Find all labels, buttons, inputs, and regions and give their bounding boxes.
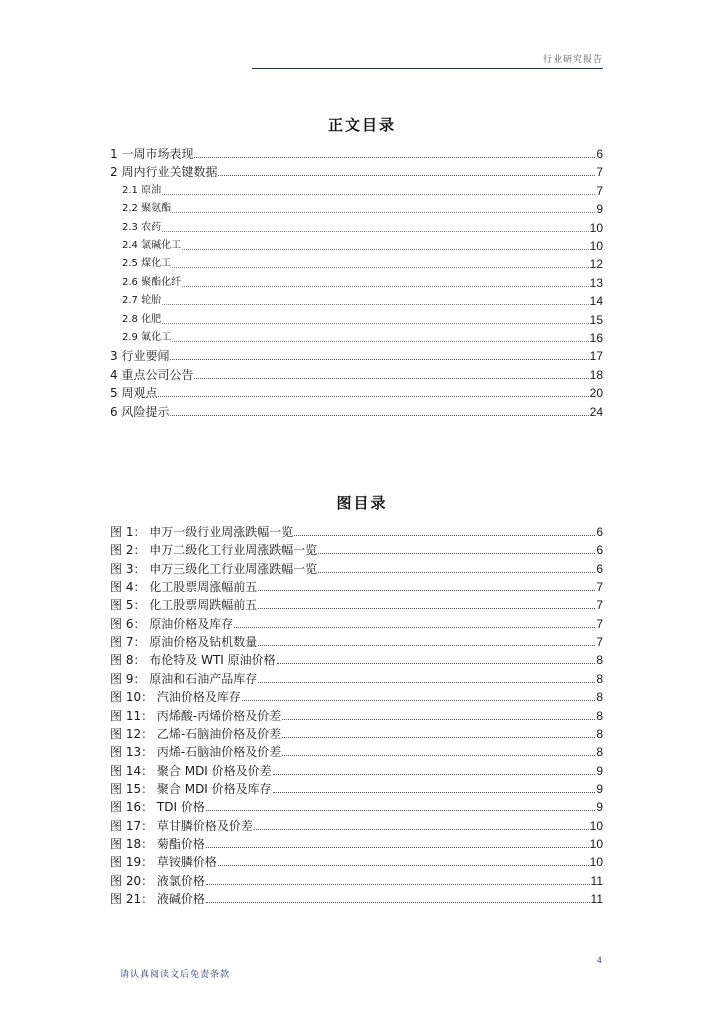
entry-label: 3 行业要闻 xyxy=(110,349,170,364)
toc-entry[interactable] xyxy=(110,161,603,179)
toc-entry[interactable] xyxy=(110,364,603,382)
entry-label: 2.2 聚氨酯 xyxy=(122,203,172,215)
entry-page-number: 6 xyxy=(596,525,603,539)
entry-label: 图 12： 乙烯-石脑油价格及价差 xyxy=(110,726,282,741)
entry-page-number: 8 xyxy=(596,671,603,686)
toc-entry[interactable] xyxy=(110,631,603,649)
dot-leader xyxy=(206,884,590,885)
entry-page-number: 16 xyxy=(589,331,603,345)
entry-label: 6 风险提示 xyxy=(110,404,170,419)
entry-page-number: 11 xyxy=(590,873,603,888)
toc-entry[interactable] xyxy=(122,235,603,253)
dot-leader xyxy=(182,286,589,287)
toc-entry[interactable] xyxy=(110,613,603,631)
entry-page-number: 24 xyxy=(589,404,603,419)
toc-entry[interactable] xyxy=(110,833,603,851)
entry-label: 2.8 化肥 xyxy=(122,313,162,325)
entry-label: 2.1 原油 xyxy=(122,184,162,196)
dot-leader xyxy=(277,663,596,664)
entry-label: 2.7 轮胎 xyxy=(122,295,162,307)
entry-label: 图 15： 聚合 MDI 价格及库存 xyxy=(110,781,272,796)
entry-label: 图 4： 化工股票周涨幅前五 xyxy=(110,580,258,595)
entry-page-number: 9 xyxy=(596,781,603,796)
dot-leader xyxy=(162,231,589,232)
dot-leader xyxy=(273,774,596,775)
dot-leader xyxy=(318,572,595,573)
toc-entry[interactable] xyxy=(110,870,603,888)
entry-label: 图 3： 申万三级化工行业周涨跌幅一览 xyxy=(110,561,318,576)
toc-entry[interactable] xyxy=(110,705,603,723)
entry-page-number: 11 xyxy=(590,892,603,906)
entry-page-number: 7 xyxy=(596,165,603,180)
toc-entry[interactable] xyxy=(110,576,603,594)
entry-page-number: 10 xyxy=(589,836,603,851)
entry-page-number: 6 xyxy=(596,543,603,558)
entry-page-number: 20 xyxy=(589,386,603,401)
dot-leader xyxy=(158,396,588,397)
entry-label: 图 13： 丙烯-石脑油价格及价差 xyxy=(110,745,282,760)
figures-list xyxy=(110,521,603,921)
dot-leader xyxy=(194,378,588,379)
entry-label: 图 2： 申万二级化工行业周涨跌幅一览 xyxy=(110,543,318,558)
toc-entry[interactable] xyxy=(110,723,603,741)
toc-entry[interactable] xyxy=(122,327,603,345)
footer-disclaimer: 请认真阅读文后免责条款 xyxy=(120,970,231,980)
entry-label: 2.4 氯碱化工 xyxy=(122,240,182,251)
dot-leader xyxy=(194,157,595,158)
toc-entry[interactable] xyxy=(110,143,603,161)
toc-entry[interactable] xyxy=(110,594,603,612)
dot-leader xyxy=(162,323,589,324)
entry-page-number: 18 xyxy=(589,367,603,382)
entry-page-number: 9 xyxy=(596,763,603,778)
entry-page-number: 9 xyxy=(596,800,603,815)
dot-leader xyxy=(182,249,589,250)
dot-leader xyxy=(282,719,595,720)
toc-entry[interactable] xyxy=(110,815,603,833)
dot-leader xyxy=(170,415,588,416)
toc-entry[interactable] xyxy=(110,401,603,419)
entry-label: 图 8： 布伦特及 WTI 原油价格 xyxy=(110,653,276,668)
entry-label: 图 5： 化工股票周跌幅前五 xyxy=(110,598,258,613)
dot-leader xyxy=(172,212,595,213)
entry-page-number: 6 xyxy=(596,147,603,161)
toc-entry[interactable] xyxy=(110,539,603,557)
toc-entry[interactable] xyxy=(110,686,603,704)
toc-title: 正文目录 xyxy=(327,116,396,134)
entry-label: 2.5 煤化工 xyxy=(122,258,172,270)
entry-label: 2.6 聚酯化纤 xyxy=(122,276,182,288)
toc-entry[interactable] xyxy=(110,741,603,759)
entry-page-number: 10 xyxy=(589,239,603,253)
toc-entry[interactable] xyxy=(110,558,603,576)
toc-entry[interactable] xyxy=(110,760,603,778)
toc-entry[interactable] xyxy=(122,180,603,198)
dot-leader xyxy=(273,792,596,793)
dot-leader xyxy=(258,645,595,646)
toc-list xyxy=(110,143,603,433)
entry-label: 图 21： 液碱价格 xyxy=(110,892,205,906)
dot-leader xyxy=(218,175,595,176)
entry-label: 图 7： 原油价格及钻机数量 xyxy=(110,635,258,650)
footer-page-number: 4 xyxy=(597,955,602,965)
toc-entry[interactable] xyxy=(110,521,603,539)
entry-page-number: 15 xyxy=(589,312,603,327)
entry-label: 2.3 农药 xyxy=(122,221,162,233)
entry-label: 图 11： 丙烯酸-丙烯价格及价差 xyxy=(110,708,282,723)
dot-leader xyxy=(206,847,589,848)
toc-entry[interactable] xyxy=(122,309,603,327)
entry-page-number: 14 xyxy=(589,294,603,309)
dot-leader xyxy=(242,700,595,701)
entry-label: 图 6： 原油价格及库存 xyxy=(110,616,234,631)
entry-page-number: 7 xyxy=(596,183,603,198)
toc-entry[interactable] xyxy=(110,668,603,686)
entry-page-number: 7 xyxy=(596,635,603,650)
entry-label: 5 周观点 xyxy=(110,386,158,401)
dot-leader xyxy=(162,194,595,195)
dot-leader xyxy=(172,341,589,342)
entry-page-number: 10 xyxy=(589,855,603,870)
entry-label: 图 14： 聚合 MDI 价格及价差 xyxy=(110,763,272,778)
dot-leader xyxy=(170,359,588,360)
entry-page-number: 8 xyxy=(596,708,603,723)
entry-label: 图 20： 液氯价格 xyxy=(110,873,205,888)
entry-label: 图 19： 草铵膦价格 xyxy=(110,855,217,870)
header-rule xyxy=(252,68,603,69)
toc-entry[interactable] xyxy=(110,382,603,400)
entry-page-number: 7 xyxy=(596,616,603,631)
dot-leader xyxy=(206,810,595,811)
dot-leader xyxy=(282,737,595,738)
entry-page-number: 6 xyxy=(596,561,603,576)
header-label: 行业研究报告 xyxy=(542,55,603,65)
toc-entry[interactable] xyxy=(122,272,603,290)
toc-entry[interactable] xyxy=(122,253,603,271)
dot-leader xyxy=(162,304,589,305)
entry-page-number: 7 xyxy=(596,598,603,613)
dot-leader xyxy=(318,553,595,554)
entry-page-number: 10 xyxy=(589,818,603,833)
dot-leader xyxy=(234,627,595,628)
entry-label: 图 18： 菊酯价格 xyxy=(110,836,205,851)
dot-leader xyxy=(254,829,589,830)
dot-leader xyxy=(258,682,595,683)
entry-page-number: 17 xyxy=(589,349,603,364)
dot-leader xyxy=(258,590,595,591)
toc-entry[interactable] xyxy=(110,851,603,869)
toc-entry[interactable] xyxy=(110,345,603,363)
entry-page-number: 8 xyxy=(596,653,603,668)
toc-entry[interactable] xyxy=(122,217,603,235)
toc-entry[interactable] xyxy=(122,290,603,308)
entry-label: 2.9 氟化工 xyxy=(122,332,172,343)
entry-page-number: 10 xyxy=(589,220,603,235)
dot-leader xyxy=(206,902,590,903)
entry-label: 图 10： 汽油价格及库存 xyxy=(110,690,241,705)
entry-page-number: 8 xyxy=(596,745,603,760)
entry-page-number: 9 xyxy=(596,202,603,217)
toc-entry[interactable] xyxy=(110,796,603,814)
dot-leader xyxy=(172,267,589,268)
dot-leader xyxy=(294,535,595,536)
toc-entry[interactable] xyxy=(122,198,603,216)
dot-leader xyxy=(282,755,595,756)
entry-label: 4 重点公司公告 xyxy=(110,367,194,382)
figures-title: 图目录 xyxy=(336,494,388,512)
entry-label: 图 17： 草甘膦价格及价差 xyxy=(110,818,253,833)
entry-label: 1 一周市场表现 xyxy=(110,147,194,161)
entry-page-number: 8 xyxy=(596,690,603,705)
entry-page-number: 8 xyxy=(596,726,603,741)
entry-page-number: 7 xyxy=(596,580,603,595)
entry-page-number: 12 xyxy=(589,257,603,272)
dot-leader xyxy=(218,865,589,866)
toc-entry[interactable] xyxy=(110,778,603,796)
dot-leader xyxy=(258,608,595,609)
entry-label: 图 16： TDI 价格 xyxy=(110,800,205,815)
toc-entry[interactable] xyxy=(110,888,603,906)
entry-page-number: 13 xyxy=(589,275,603,290)
toc-entry[interactable] xyxy=(110,649,603,667)
entry-label: 2 周内行业关键数据 xyxy=(110,165,218,180)
entry-label: 图 1： 申万一级行业周涨跌幅一览 xyxy=(110,525,294,539)
entry-label: 图 9： 原油和石油产品库存 xyxy=(110,671,258,686)
